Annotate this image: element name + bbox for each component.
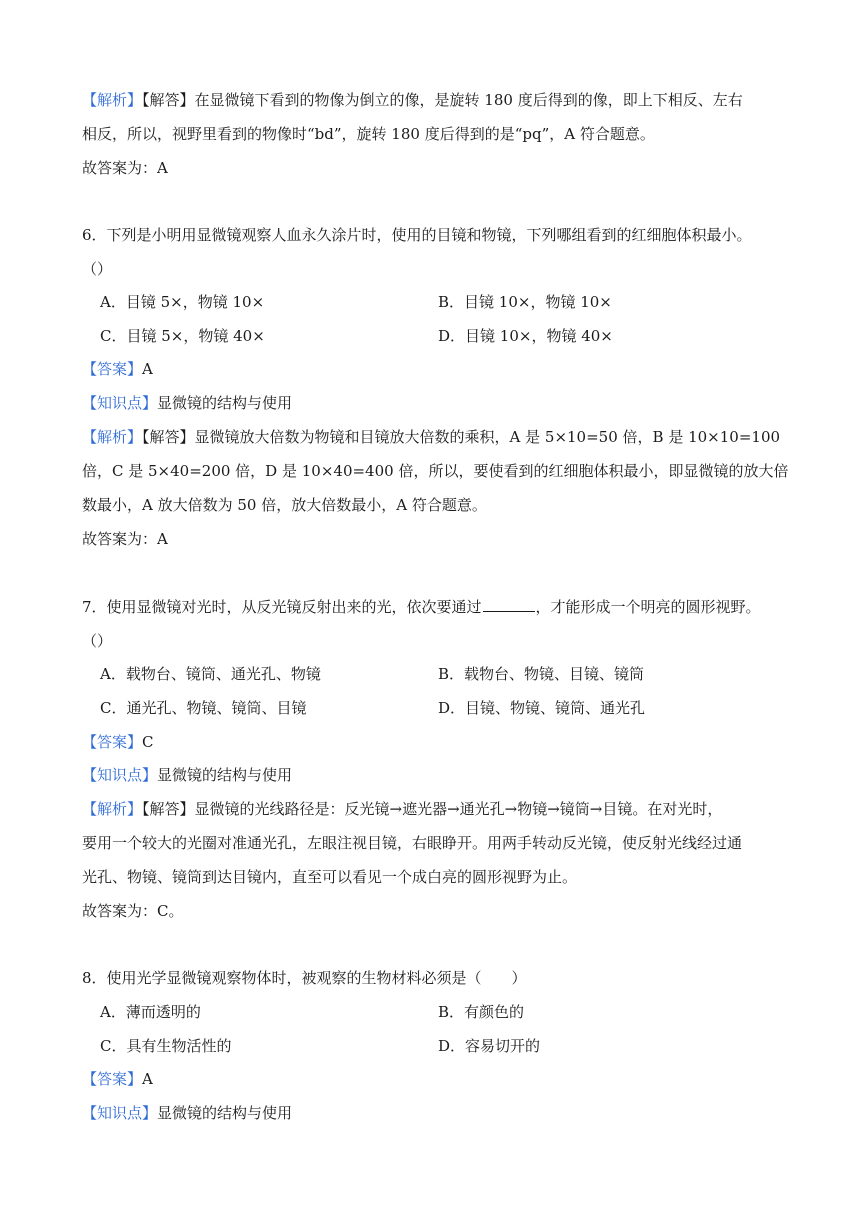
q7-option-c: C．通光孔、物镜、镜筒、目镜 xyxy=(100,699,307,717)
q6-option-d: D．目镜 10×，物镜 40× xyxy=(438,327,613,345)
q5-analysis-text-1: 在显微镜下看到的物像为倒立的像，是旋转 180 度后得到的像，即上下相反、左右 xyxy=(194,91,743,109)
q6-answer-value: A xyxy=(142,360,153,378)
q7-knowledge xyxy=(82,764,292,786)
q6-analysis-text-1: 显微镜放大倍数为物镜和目镜放大倍数的乘积，A 是 5×10=50 倍，B 是 10×10=100 xyxy=(194,428,781,446)
q7-analysis-line-2: 要用一个较大的光圈对准通光孔，左眼注视目镜，右眼睁开。用两手转动反光镜，使反射光线经过通 xyxy=(82,834,743,852)
q8-option-a: A．薄而透明的 xyxy=(100,1003,201,1021)
solve-tag: 【解答】 xyxy=(142,91,195,109)
q8-knowledge-value: 显微镜的结构与使用 xyxy=(157,1104,293,1122)
q7-option-d: D．目镜、物镜、镜筒、通光孔 xyxy=(438,699,646,717)
answer-tag: 【答案】 xyxy=(82,733,143,751)
q7-option-a: A．载物台、镜筒、通光孔、物镜 xyxy=(100,665,321,683)
q6-knowledge xyxy=(82,392,292,414)
analysis-tag: 【解析】 xyxy=(82,91,143,109)
knowledge-tag: 【知识点】 xyxy=(82,394,158,412)
q6-option-a: A．目镜 5×，物镜 10× xyxy=(100,293,265,311)
q7-option-b: B．载物台、物镜、目镜、镜筒 xyxy=(438,665,645,683)
q8-stem: 8．使用光学显微镜观察物体时，被观察的生物材料必须是（ ） xyxy=(82,969,527,987)
q6-answer xyxy=(82,358,153,380)
q8-answer xyxy=(82,1068,153,1090)
q8-option-d: D．容易切开的 xyxy=(438,1037,541,1055)
q8-knowledge xyxy=(82,1102,292,1124)
q7-answer xyxy=(82,731,154,753)
q7-answer-value: C xyxy=(142,733,154,751)
q7-analysis-line-3: 光孔、物镜、镜筒到达目镜内，直至可以看见一个成白亮的圆形视野为止。 xyxy=(82,868,578,886)
solve-tag: 【解答】 xyxy=(142,428,195,446)
q6-option-b: B．目镜 10×，物镜 10× xyxy=(438,293,612,311)
analysis-tag: 【解析】 xyxy=(82,800,143,818)
analysis-tag: 【解析】 xyxy=(82,428,143,446)
q7-stem-after-blank: ，才能形成一个明亮的圆形视野。 xyxy=(535,598,761,616)
q5-analysis-line-2: 相反，所以，视野里看到的物像时“bd”，旋转 180 度后得到的是“pq”，A 符合题意。 xyxy=(82,125,655,143)
q8-answer-value: A xyxy=(142,1070,153,1088)
q7-stem-line-2: （） xyxy=(82,632,113,650)
q8-option-c: C．具有生物活性的 xyxy=(100,1037,232,1055)
q6-analysis-line-3: 数最小，A 放大倍数为 50 倍，放大倍数最小，A 符合题意。 xyxy=(82,496,487,514)
solve-tag: 【解答】 xyxy=(142,800,195,818)
q7-final-answer: 故答案为：C。 xyxy=(82,902,184,920)
q5-final-answer: 故答案为：A xyxy=(82,159,168,177)
q8-option-b: B．有颜色的 xyxy=(438,1003,525,1021)
answer-tag: 【答案】 xyxy=(82,1070,143,1088)
q6-stem-line-2: （） xyxy=(82,260,113,278)
q6-option-c: C．目镜 5×，物镜 40× xyxy=(100,327,265,345)
q6-stem-line-1: 6．下列是小明用显微镜观察人血永久涂片时，使用的目镜和物镜，下列哪组看到的红细胞体积最小。 xyxy=(82,226,752,244)
q6-final-answer: 故答案为：A xyxy=(82,530,168,548)
q6-knowledge-value: 显微镜的结构与使用 xyxy=(157,394,293,412)
q7-stem-line-1 xyxy=(82,596,761,618)
q7-knowledge-value: 显微镜的结构与使用 xyxy=(157,766,293,784)
q7-analysis-text-1: 显微镜的光线路径是：反光镜→遮光器→通光孔→物镜→镜筒→目镜。在对光时， xyxy=(194,800,723,818)
knowledge-tag: 【知识点】 xyxy=(82,766,158,784)
q7-stem-before-blank: 7．使用显微镜对光时，从反光镜反射出来的光，依次要通过 xyxy=(82,598,482,616)
q6-analysis-line-1 xyxy=(82,426,780,448)
knowledge-tag: 【知识点】 xyxy=(82,1104,158,1122)
answer-tag: 【答案】 xyxy=(82,360,143,378)
fill-in-blank xyxy=(483,596,535,612)
q6-analysis-line-2: 倍，C 是 5×40=200 倍，D 是 10×40=400 倍，所以，要使看到的红细胞体积最小，即显微镜的放大倍 xyxy=(82,462,789,480)
q7-analysis-line-1 xyxy=(82,798,722,820)
q5-analysis-line-1 xyxy=(82,89,743,111)
